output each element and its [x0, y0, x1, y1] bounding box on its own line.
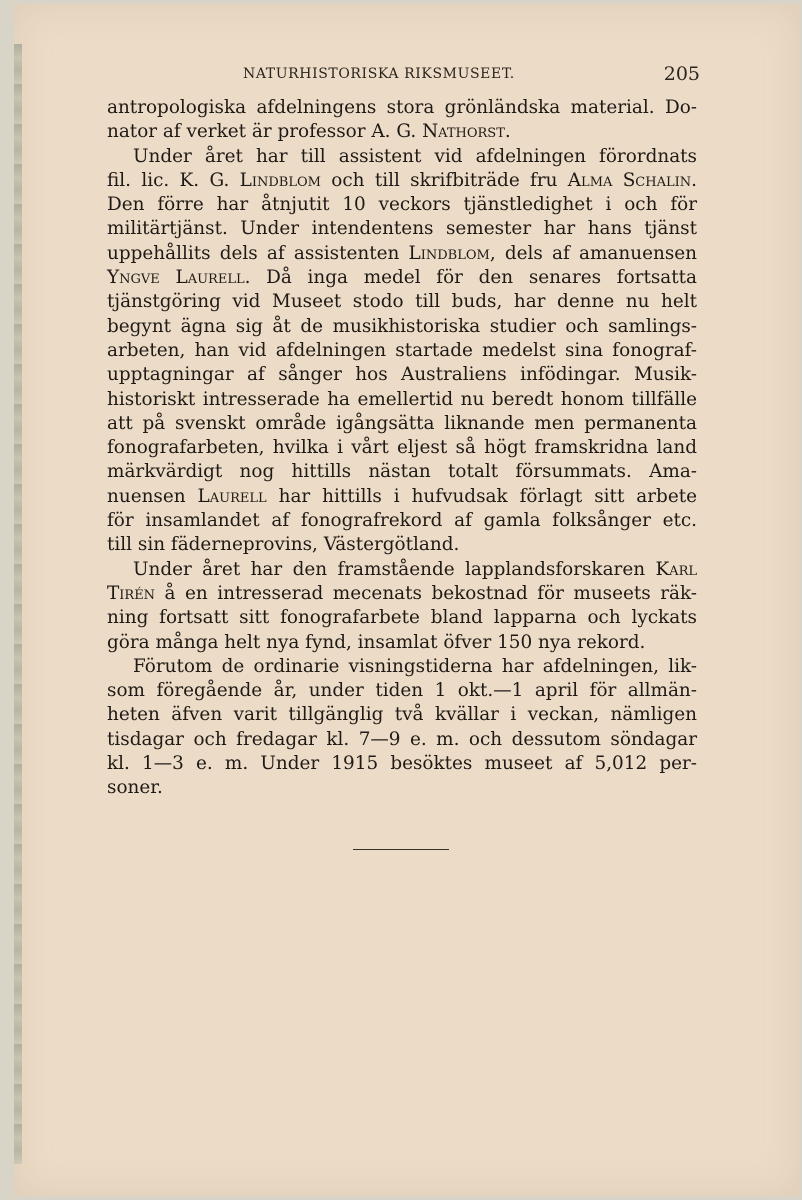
text-line [107, 412, 697, 436]
text-line [107, 242, 697, 266]
text-line [107, 290, 697, 314]
text-segment: att på svenskt område igångsätta liknande men permanenta [107, 412, 697, 434]
text-line [107, 266, 697, 290]
text-segment: Under året har den framstående lapplandsforskaren [133, 558, 656, 580]
text-line [107, 145, 697, 169]
text-line [107, 752, 697, 776]
small-caps-name: Tirén [107, 582, 156, 604]
text-segment: tjänstgöring vid Museet stodo till buds, har denne nu helt [107, 291, 697, 313]
text-line [107, 631, 697, 655]
text-segment: historiskt intresserade ha emellertid nu beredt honom tillfälle [107, 388, 697, 410]
text-segment: ning fortsatt sitt fonografarbete bland lapparna och lyckats [107, 607, 697, 629]
text-segment: . [504, 121, 511, 143]
text-segment: som föregående år, under tiden 1 okt.—1 april för allmän- [107, 680, 697, 702]
text-line [107, 558, 697, 582]
body-text [107, 96, 697, 801]
text-segment: militärtjänst. Under intendentens semester har hans tjänst [107, 218, 697, 240]
text-segment: . [691, 169, 697, 191]
small-caps-name: Lindblom [408, 242, 490, 264]
text-segment: Förutom de ordinarie visningstiderna har afdelningen, lik- [133, 655, 697, 677]
text-line [107, 96, 697, 120]
running-head [243, 63, 700, 86]
text-segment: för insamlandet af fonografrekord af gamla folksånger etc. [107, 510, 697, 532]
text-line [107, 363, 697, 387]
text-segment: begynt ägna sig åt de musikhistoriska studier och samlings- [107, 315, 697, 337]
text-line [107, 217, 697, 241]
text-segment: heten äfven varit tillgänglig två kvällar i veckan, nämligen [107, 704, 697, 726]
text-line [107, 606, 697, 630]
text-line [107, 582, 697, 606]
text-line [107, 388, 697, 412]
text-segment: upptagningar af sånger hos Australiens infödingar. Musik- [107, 364, 697, 386]
text-line [107, 776, 697, 800]
text-segment: fonografarbeten, hvilka i vårt eljest så högt framskridna land [107, 437, 697, 459]
text-segment: till sin fäderneprovins, Västergötland. [107, 534, 460, 556]
text-line [107, 193, 697, 217]
text-segment: arbeten, han vid afdelningen startade medelst sina fonograf- [107, 339, 697, 361]
text-line [107, 120, 697, 144]
text-segment: uppehållits dels af assistenten [107, 242, 409, 264]
text-segment: kl. 1—3 e. m. Under 1915 besöktes museet af 5,012 per- [107, 753, 697, 775]
text-segment: soner. [107, 777, 163, 799]
text-segment: har hittills i hufvudsak förlagt sitt arbete [266, 485, 697, 507]
text-line [107, 436, 697, 460]
book-page [14, 4, 800, 1196]
page-binding-edge [14, 44, 22, 1164]
text-segment: antropologiska afdelningens stora grönländska material. Do- [107, 97, 697, 118]
text-line [107, 339, 697, 363]
text-line [107, 509, 697, 533]
small-caps-name: Karl [655, 558, 697, 580]
text-segment: Under året har till assistent vid afdelningen förordnats [133, 145, 697, 167]
text-line [107, 533, 697, 557]
running-head-title: NATURHISTORISKA RIKSMUSEET. [243, 66, 515, 82]
text-segment: å en intresserad mecenats bekostnad för museets räk- [155, 582, 697, 604]
text-line [107, 679, 697, 703]
text-segment: tisdagar och fredagar kl. 7—9 e. m. och dessutom söndagar [107, 728, 697, 750]
small-caps-name: Lindblom [239, 169, 321, 191]
text-line [107, 655, 697, 679]
text-line [107, 169, 697, 193]
text-line [107, 485, 697, 509]
small-caps-name: Nathorst [422, 121, 505, 143]
text-segment: nuensen [107, 485, 198, 507]
text-segment: . Då inga medel för den senares fortsatta [244, 267, 698, 289]
text-segment: fil. lic. K. G. [107, 169, 240, 191]
text-line [107, 703, 697, 727]
text-segment: Den förre har åtnjutit 10 veckors tjänstledighet i och för [107, 194, 697, 216]
text-segment: och till skrifbiträde fru [320, 169, 568, 191]
small-caps-name: Yngve Laurell [107, 267, 245, 289]
text-line [107, 315, 697, 339]
text-segment: göra många helt nya fynd, insamlat öfver 150 nya rekord. [107, 631, 646, 653]
small-caps-name: Laurell [197, 485, 267, 507]
text-segment: , dels af amanuensen [489, 242, 697, 264]
end-rule [353, 849, 449, 850]
text-line [107, 460, 697, 484]
text-segment: nator af verket är professor A. G. [107, 121, 423, 143]
text-segment: märkvärdigt nog hittills nästan totalt försummats. Ama- [107, 461, 697, 483]
page-number: 205 [663, 63, 700, 85]
text-line [107, 728, 697, 752]
small-caps-name: Alma Schalin [567, 169, 692, 191]
